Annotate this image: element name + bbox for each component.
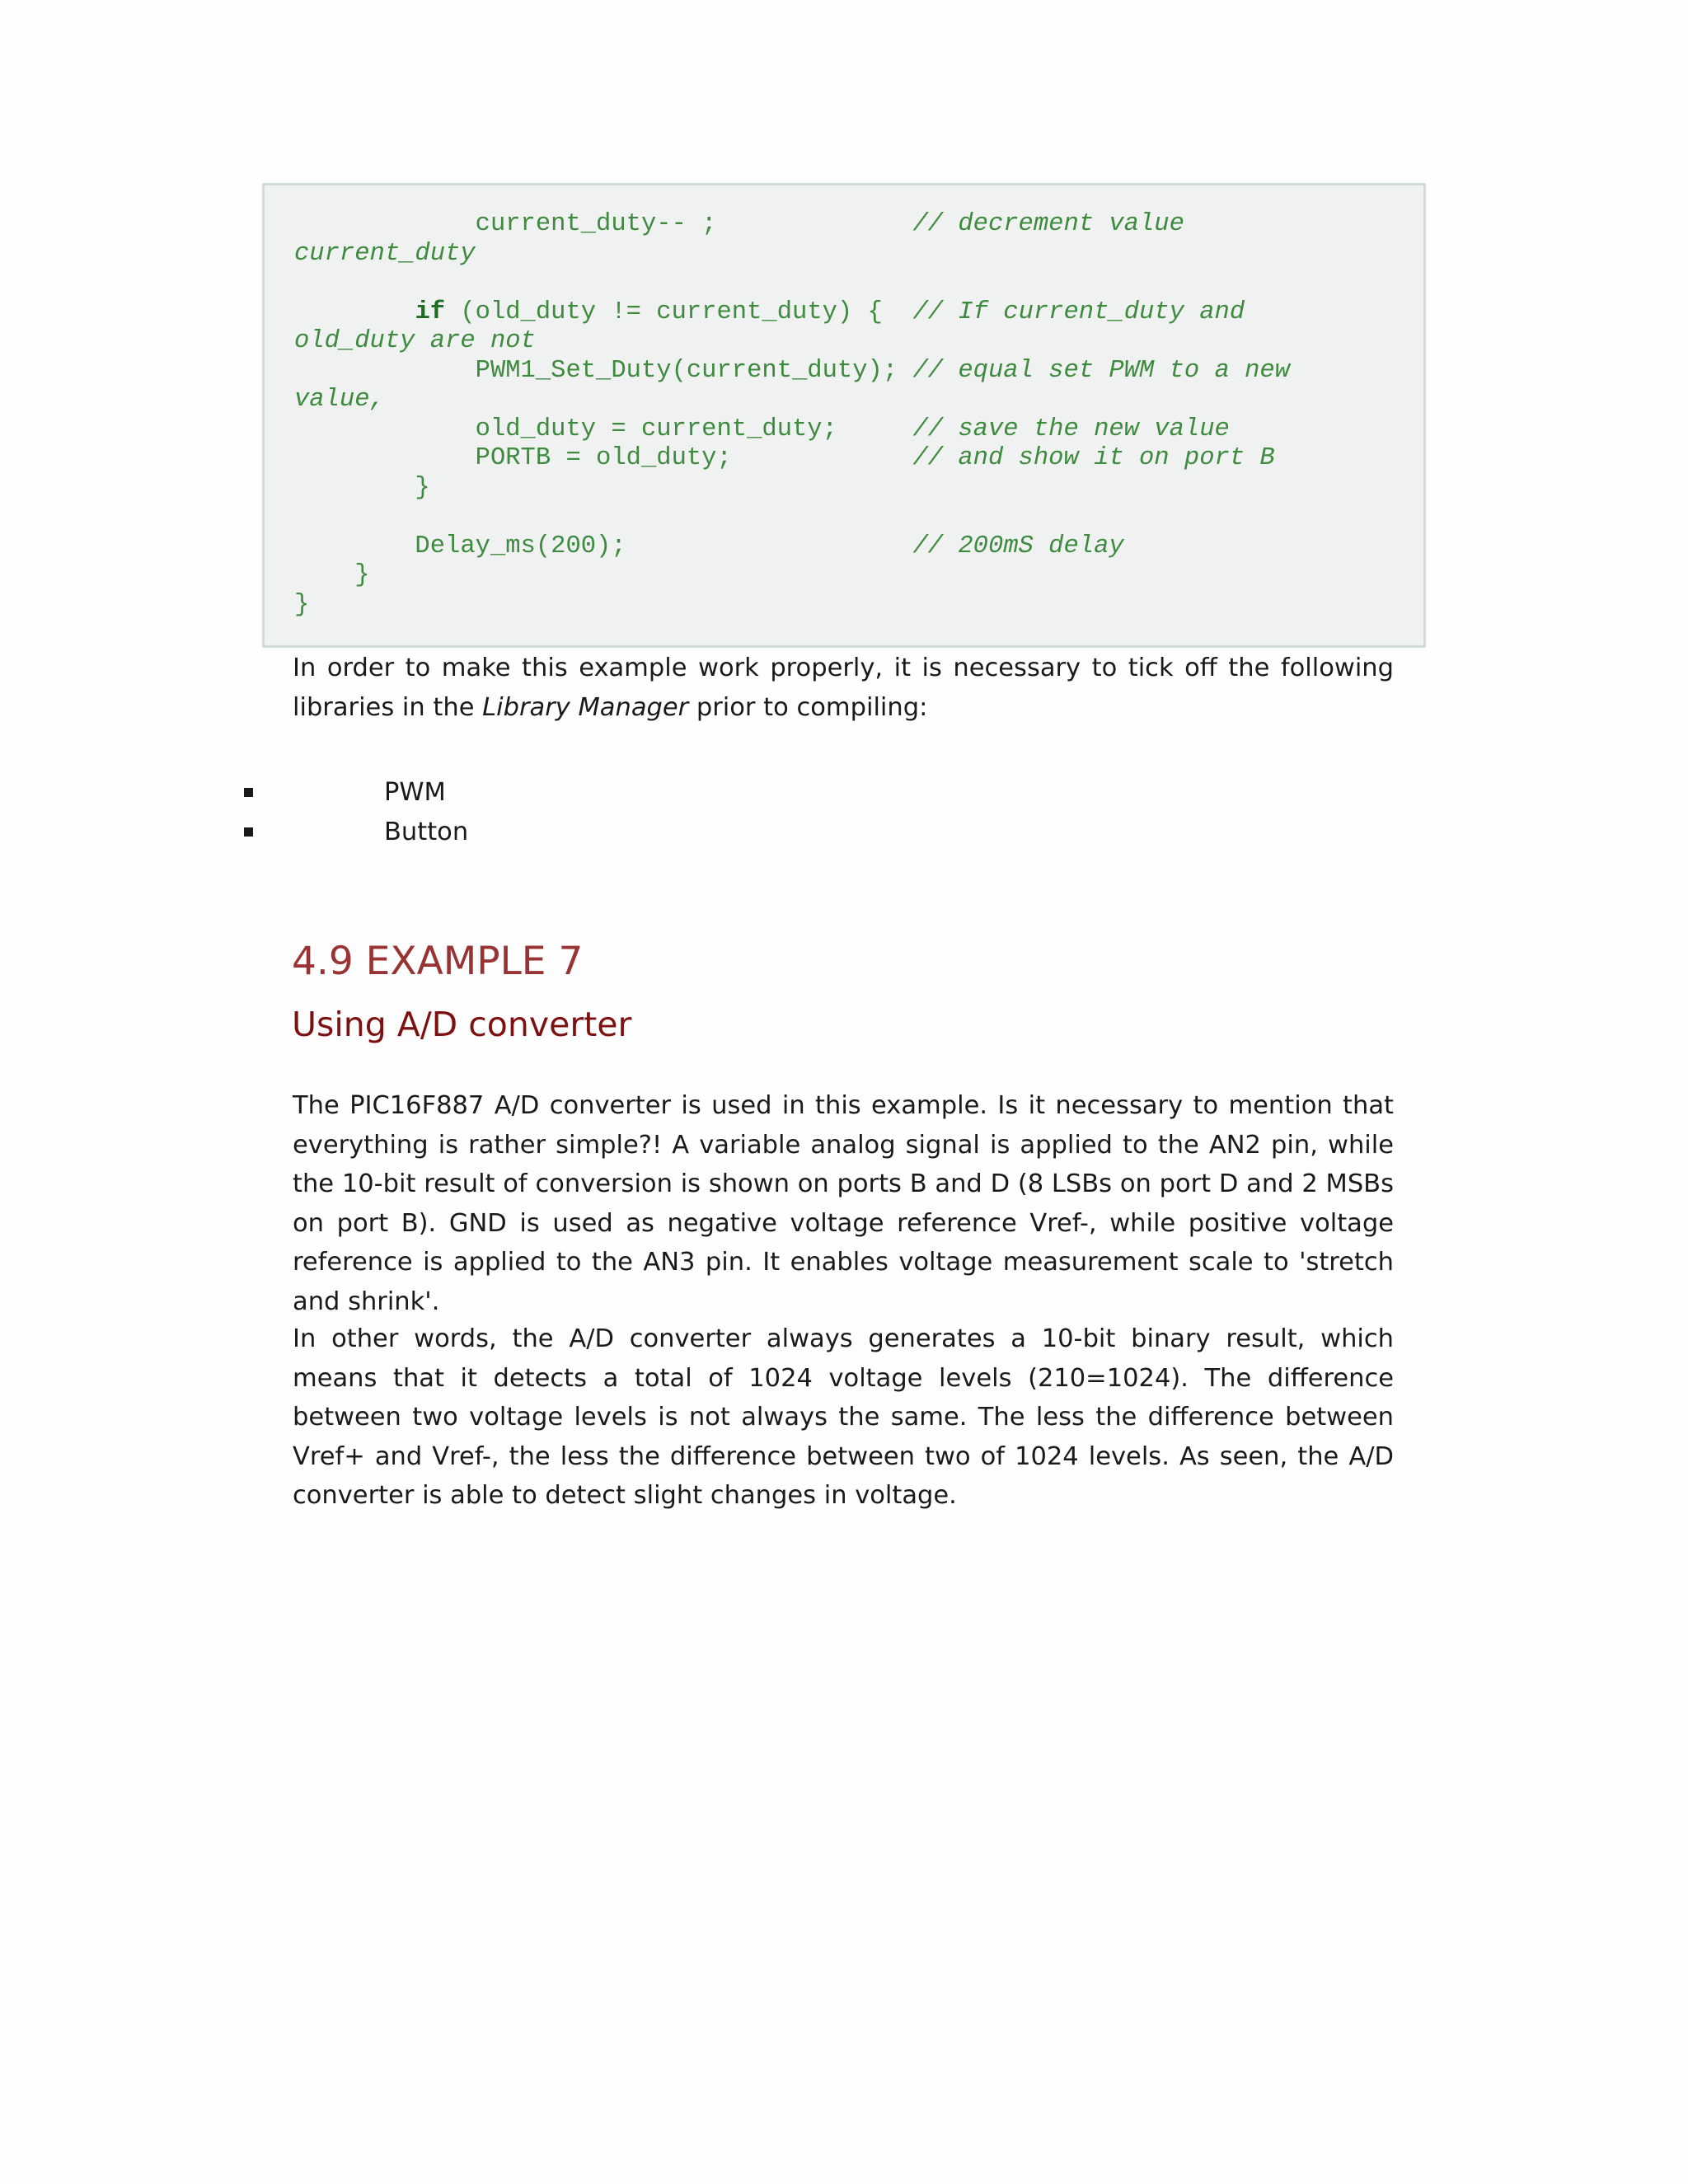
intro-paragraph (293, 649, 1394, 727)
code-segment: } (294, 590, 310, 619)
section-subheading: Using A/D converter (292, 1005, 632, 1044)
code-segment: PORTB = old_duty; (294, 444, 913, 472)
body-paragraph-2: In other words, the A/D converter always generates a 10-bit binary result, which means that it detects a total of 1024 voltage levels (210=1024). The difference between two voltage levels is not always the same. The less the difference between Vref+ and Vref-, the less the difference between two of 1024 levels. As seen, the A/D converter is able to detect slight changes in voltage. (293, 1324, 1394, 1510)
code-line (294, 474, 430, 502)
code-line (294, 532, 1124, 560)
code-comment: // 200mS delay (912, 532, 1124, 560)
bullet-square-icon (244, 788, 253, 797)
code-listing (262, 183, 1426, 648)
bullet-square-icon (244, 827, 253, 837)
intro-text-end: prior to compiling: (688, 692, 928, 722)
code-comment: // and show it on port B (912, 444, 1275, 472)
code-line (294, 415, 1230, 443)
code-segment: (old_duty != current_duty) { (445, 298, 913, 326)
code-segment: Delay_ms(200); (294, 532, 913, 560)
library-list (244, 773, 468, 851)
code-keyword: if (415, 298, 446, 326)
code-line (294, 240, 476, 268)
library-name: Button (384, 817, 469, 846)
library-name: PWM (384, 778, 446, 807)
code-comment: // decrement value (912, 210, 1184, 238)
code-segment: } (294, 473, 430, 502)
code-segment: } (294, 561, 370, 589)
code-comment: value, (294, 386, 385, 414)
code-line (294, 357, 1290, 385)
list-item (244, 773, 468, 813)
code-segment (294, 298, 415, 326)
code-comment: // If current_duty and (912, 298, 1245, 326)
code-line (294, 561, 370, 589)
code-line (294, 386, 385, 414)
code-line (294, 444, 1275, 472)
code-line (294, 210, 1184, 238)
code-comment: old_duty are not (294, 327, 536, 355)
code-text (294, 210, 1423, 620)
code-comment: // save the new value (912, 415, 1230, 443)
code-segment: old_duty = current_duty; (294, 415, 913, 443)
code-segment: PWM1_Set_Duty(current_duty); (294, 356, 913, 385)
code-comment: current_duty (294, 239, 476, 268)
body-paragraph-1: The PIC16F887 A/D converter is used in this example. Is it necessary to mention that everything is rather simple?! A variable analog signal is applied to the AN2 pin, while the 10-bit result of conversion is shown on ports B and D (8 LSBs on port D and 2 MSBs on port B). GND is used as negative voltage reference Vref-, while positive voltage reference is applied to the AN3 pin. It enables voltage measurement scale to 'stretch and shrink'. (293, 1091, 1394, 1316)
section-heading: 4.9 EXAMPLE 7 (292, 939, 584, 984)
code-line (294, 591, 309, 619)
code-comment: // equal set PWM to a new (912, 356, 1291, 385)
library-manager-term: Library Manager (482, 692, 689, 722)
code-line (294, 298, 1245, 326)
intro-text-start: In order to make this example work properly, it is necessary to tick off the following libraries in the (293, 654, 1394, 722)
code-line (294, 327, 536, 355)
code-segment: current_duty-- ; (294, 210, 913, 238)
list-item (244, 813, 468, 852)
